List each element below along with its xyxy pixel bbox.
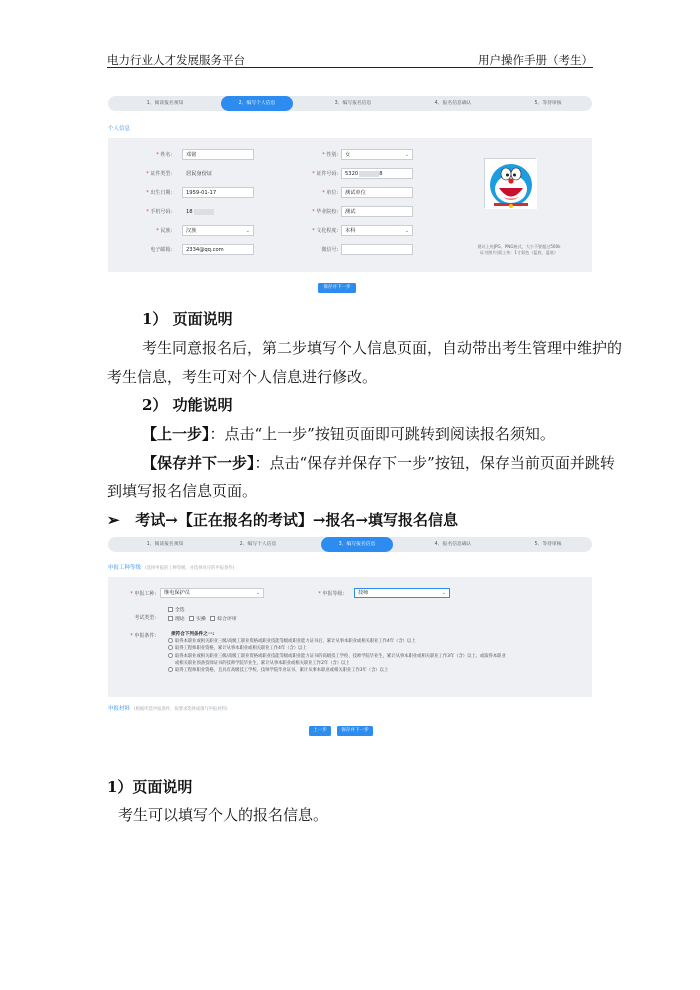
idtype-label: * 证件类型:	[146, 171, 172, 177]
arrow-icon: →	[355, 511, 369, 529]
exam-type-practice[interactable]: 实操	[189, 617, 206, 622]
radio-icon[interactable]	[168, 653, 173, 658]
radio-icon[interactable]	[168, 667, 173, 672]
exam-type-all[interactable]: 全选	[168, 606, 185, 613]
birth-field[interactable]: 1959-01-17	[182, 187, 254, 198]
prev-step-description: 【上一步】：点击“上一步”按钮页面即可跳转到阅读报名须知。	[142, 425, 555, 443]
bullet-arrow-icon: ➢	[107, 511, 120, 529]
step-3-active[interactable]: 3、编写报名信息	[321, 537, 393, 552]
phone-label: * 手机号码:	[146, 209, 172, 215]
nation-select[interactable]: 汉族 ⌄	[182, 225, 254, 236]
idno-label: * 证件号码:	[312, 171, 338, 177]
condition-option[interactable]: 取得本职业或相关职业三级/高级工职业资格或职业技能等级或职业能力证书的高级技工学校、技师学院毕业生，累计从事本职业或相关职业工作3年（含）以上；或取得本职业	[168, 653, 506, 660]
conditions-title: 须符合下列条件之一:	[171, 632, 215, 637]
gender-label: * 性别:	[322, 152, 338, 158]
step-1[interactable]: 1、阅读报名须知	[146, 101, 184, 106]
page-header	[107, 52, 593, 68]
heading-function-description: 2） 功能说明	[142, 396, 233, 414]
step-bar	[108, 537, 592, 552]
screenshot-personal-info	[108, 96, 592, 296]
name-field[interactable]: 邓铭	[182, 149, 254, 160]
exam-type-theory[interactable]: 理论	[168, 617, 185, 622]
school-label: * 毕业院校:	[312, 209, 338, 215]
header-manual-title: 用户操作手册（考生）	[478, 53, 593, 67]
level-label: * 申报等级:	[318, 591, 344, 597]
save-next-button[interactable]: 保存并下一步	[318, 283, 356, 293]
unit-field[interactable]: 测试单位	[341, 187, 413, 198]
exam-type-label: 考试类型:	[134, 615, 156, 621]
chevron-down-icon: ⌄	[255, 590, 260, 596]
section-title-job-level: 申报工种等级 (选择申报的工种等级，并选择对应的申报条件)	[108, 565, 235, 571]
step-5[interactable]: 5、等待审核	[534, 101, 562, 106]
checkbox-icon[interactable]	[168, 607, 173, 612]
paragraph-line-2: 考生信息，考生可对个人信息进行修改。	[107, 368, 378, 386]
radio-icon[interactable]	[168, 638, 173, 643]
unit-label: * 单位:	[322, 190, 338, 196]
step-2[interactable]: 2、编写个人信息	[239, 542, 277, 547]
condition-option[interactable]: 取得本职业或相关职业三级/高级工职业资格或职业技能等级或职业能力证书后，累计从事本职业或相关职业工作4年（含）以上	[168, 638, 506, 645]
step-bar	[108, 96, 592, 111]
navigation-path: ➢ 考试→【正在报名的考试】→报名→填写报名信息	[107, 511, 459, 529]
redacted-block	[194, 209, 214, 215]
job-select[interactable]: 继电保护员 ⌄	[160, 588, 264, 598]
save-next-button[interactable]: 保存并下一步	[337, 726, 373, 736]
section-title-materials: 申报材料 (根据所选申报条件，按要求选择或填写申报材料)	[108, 706, 228, 712]
chevron-down-icon: ⌄	[404, 152, 409, 158]
avatar[interactable]	[484, 158, 536, 208]
phone-value: 18	[182, 206, 254, 217]
checkbox-icon[interactable]	[168, 616, 173, 621]
conditions-list	[168, 638, 506, 674]
condition-option[interactable]: 取得工程师职业资格，累计从事本职业或相关职业工作4年（含）以上	[168, 645, 506, 652]
chevron-down-icon: ⌄	[404, 228, 409, 234]
save-next-description-2: 到填写报名信息页面。	[107, 482, 258, 500]
arrow-icon: →	[165, 511, 178, 529]
job-label: * 申报工种:	[130, 591, 156, 597]
name-label: * 姓名:	[156, 152, 172, 158]
conditions-label: * 申报条件:	[130, 633, 156, 639]
idtype-value: 居民身份证	[182, 168, 254, 179]
radio-icon[interactable]	[168, 645, 173, 650]
idno-field[interactable]: 5320 8	[341, 168, 413, 179]
exam-type-options	[168, 615, 237, 622]
photo-hint-line-2: 证书照片(需上传：1寸彩色（蓝底、蓝底）	[480, 250, 558, 255]
step-4[interactable]: 4、报名信息确认	[434, 101, 472, 106]
exam-type-review[interactable]: 综合评审	[210, 617, 236, 622]
prev-step-button[interactable]: 上一步	[309, 726, 331, 736]
gender-select[interactable]: 女 ⌄	[341, 149, 413, 160]
paragraph-registration: 考生可以填写个人的报名信息。	[118, 806, 329, 824]
step-4[interactable]: 4、报名信息确认	[434, 542, 472, 547]
doraemon-photo-icon	[485, 159, 537, 209]
heading-page-description-2: 1）页面说明	[107, 778, 193, 796]
wechat-field[interactable]	[341, 244, 413, 255]
edu-label: * 文化程度:	[312, 228, 338, 234]
checkbox-icon[interactable]	[189, 616, 194, 621]
edu-select[interactable]: 本科 ⌄	[341, 225, 413, 236]
step-1[interactable]: 1、阅读报名须知	[146, 542, 184, 547]
header-platform-name: 电力行业人才发展服务平台	[107, 53, 245, 67]
chevron-down-icon: ⌄	[441, 590, 446, 596]
birth-label: * 出生日期:	[146, 190, 172, 196]
school-field[interactable]: 测试	[341, 206, 413, 217]
arrow-icon: →	[312, 511, 326, 529]
condition-option[interactable]: 取得工程师职业资格，且具有高级技工学校、技师学院毕业证书，累计从事本职业或相关职业工作3年（含）以上	[168, 667, 506, 674]
level-select[interactable]: 技师 ⌄	[354, 588, 450, 598]
heading-page-description: 1） 页面说明	[142, 310, 233, 328]
photo-hint-line-1: 建议上传JPG、PNG格式，大小不要超过500k	[477, 244, 561, 249]
registration-panel	[108, 577, 592, 697]
photo-hint	[456, 244, 582, 256]
paragraph-line-1: 考生同意报名后，第二步填写个人信息页面，自动带出考生管理中维护的	[142, 339, 623, 357]
section-title-personal-info: 个人信息	[108, 126, 131, 132]
chevron-down-icon: ⌄	[245, 228, 250, 234]
email-label: 电子邮箱:	[150, 247, 172, 253]
screenshot-registration-info	[108, 537, 592, 742]
redacted-block	[359, 171, 379, 177]
step-2-active[interactable]: 2、编写个人信息	[221, 96, 293, 111]
nation-label: * 民族:	[156, 228, 172, 234]
checkbox-icon[interactable]	[210, 616, 215, 621]
condition-option-continued: 或相关职业预备技师证书的技师学院毕业生，累计从事本职业或相关职业工作2年（含）以上	[175, 660, 350, 666]
wechat-label: 微信号:	[321, 247, 338, 253]
email-field[interactable]: 2334@qq.com	[182, 244, 254, 255]
save-next-description: 【保存并下一步】：点击“保存并保存下一步”按钮，保存当前页面并跳转	[142, 454, 615, 472]
step-3[interactable]: 3、编写报名信息	[334, 101, 372, 106]
step-5[interactable]: 5、等待审核	[534, 542, 562, 547]
personal-info-panel	[108, 138, 592, 272]
